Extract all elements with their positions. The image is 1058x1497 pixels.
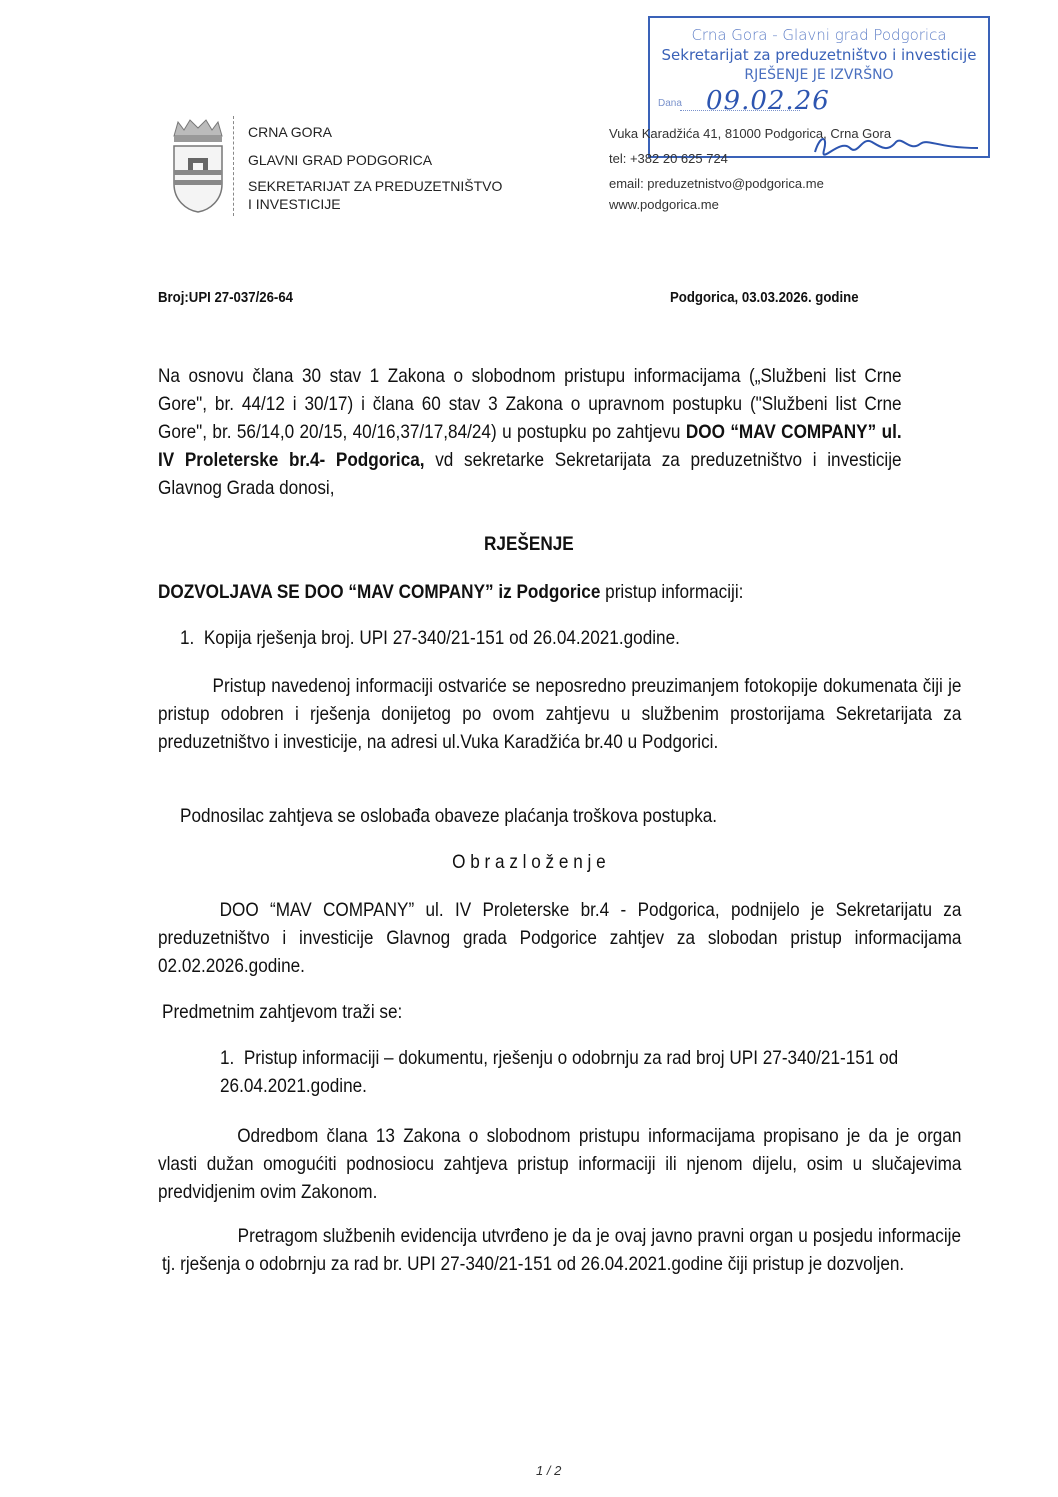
decision-title: RJEŠENJE <box>484 533 574 555</box>
decision-grant-bold: DOZVOLJAVA SE DOO “MAV COMPANY” iz Podgorice <box>158 581 601 603</box>
stamp-dana-label: Dana <box>658 98 682 109</box>
place-and-date: Podgorica, 03.03.2026. godine <box>670 289 859 306</box>
fee-paragraph: Podnosilac zahtjeva se oslobađa obaveze plaćanja troškova postupka. <box>180 805 718 827</box>
decision-grant-rest: pristup informaciji: <box>600 581 744 603</box>
applicant-bold: DOO “MAV COMPANY” ul. IV Proleterske br.4- Podgorica, <box>158 421 902 471</box>
decision-item <box>180 624 680 652</box>
contact-address: Vuka Karadžića 41, 81000 Podgorica, Crna Gora <box>609 126 892 141</box>
reasoning-paragraph-2: Odredbom člana 13 Zakona o slobodnom pristupu informacijama propisano je da je organ vlasti dužan omogućiti podnosiocu zahtjeva pristup informaciji ili njenom dijelu, osim u slučajevima predvidjenim ovim Zakonom. <box>158 1125 962 1203</box>
page-number: 1 / 2 <box>536 1463 562 1478</box>
contact-phone: tel: +382 20 625 724 <box>609 151 728 166</box>
access-paragraph: Pristup navedenoj informaciji ostvariće se neposredno preuzimanjem fotokopije dokumenata čiji je pristup odobren i rješenja donijetog po ovom zahtjevu u službenim prostorijama Sekretarijata za preduzetništvo i investicije, na adresi ul.Vuka Karadžića br.40 u Podgorici. <box>158 675 962 753</box>
stamp-line-2: Sekretarijat za preduzetništvo i investicije <box>661 46 977 64</box>
org-city: GLAVNI GRAD PODGORICA <box>248 152 433 168</box>
intro-paragraph <box>158 362 902 502</box>
org-secretariat-2: I INVESTICIJE <box>248 196 341 212</box>
reasoning-title: O b r a z l o ž e n j e <box>452 851 606 873</box>
letterhead-divider <box>233 116 235 216</box>
contact-email[interactable]: email: preduzetnistvo@podgorica.me <box>609 176 824 191</box>
stamp-handwritten-date: 09.02.26 <box>706 86 830 116</box>
reasoning-paragraph-1: DOO “MAV COMPANY” ul. IV Proleterske br.4 - Podgorica, podnijelo je Sekretarijatu za preduzetništvo i investicije Glavnog grada Podgorice zahtjev za slobodan pristup informacijama 02.02.2026.godine. <box>158 899 962 977</box>
stamp-line-1: Crna Gora - Glavni grad Podgorica <box>691 26 947 44</box>
request-item <box>220 1044 964 1100</box>
org-country: CRNA GORA <box>248 124 333 140</box>
org-secretariat: SEKRETARIJAT ZA PREDUZETNIŠTVO <box>248 178 503 194</box>
contact-website[interactable]: www.podgorica.me <box>609 197 719 212</box>
coat-of-arms-icon <box>170 118 226 214</box>
intro-text-after: vd sekretarke Sekretarijata za preduzetništvo i investicije Glavnog Grada donosi, <box>158 449 902 499</box>
decision-item-text: Kopija rješenja broj. UPI 27-340/21-151 od 26.04.2021.godine. <box>203 627 680 649</box>
request-item-text: Pristup informaciji – dokumentu, rješenju o odobrnju za rad broj UPI 27-340/21-151 od 26.04.2021.godine. <box>220 1047 899 1097</box>
reasoning-paragraph-3: Pretragom službenih evidencija utvrđeno je da je ovaj javno pravni organ u posjedu informacije tj. rješenja o odobrnju za rad br. UPI 27-340/21-151 od 26.04.2021.godine čiji pristup je dozvoljen. <box>162 1225 962 1275</box>
stamp-line-3: RJEŠENJE JE IZVRŠNO <box>744 67 894 83</box>
request-item-number: 1. <box>220 1047 235 1069</box>
request-intro: Predmetnim zahtjevom traži se: <box>162 1001 403 1023</box>
document-number: Broj:UPI 27-037/26-64 <box>158 289 293 306</box>
decision-item-number: 1. <box>180 627 195 649</box>
decision-grant <box>158 578 950 606</box>
intro-text-before: Na osnovu člana 30 stav 1 Zakona o slobodnom pristupu informacijama („Službeni list Crne Gore", br. 44/12 i 30/17) i člana 60 stav 3 Zakona o upravnom postupku ("Službeni list Crne Gore", br. 56/14,0 20/15, 40/16,37/17,84/24) u postupku po zahtjevu <box>158 365 902 443</box>
